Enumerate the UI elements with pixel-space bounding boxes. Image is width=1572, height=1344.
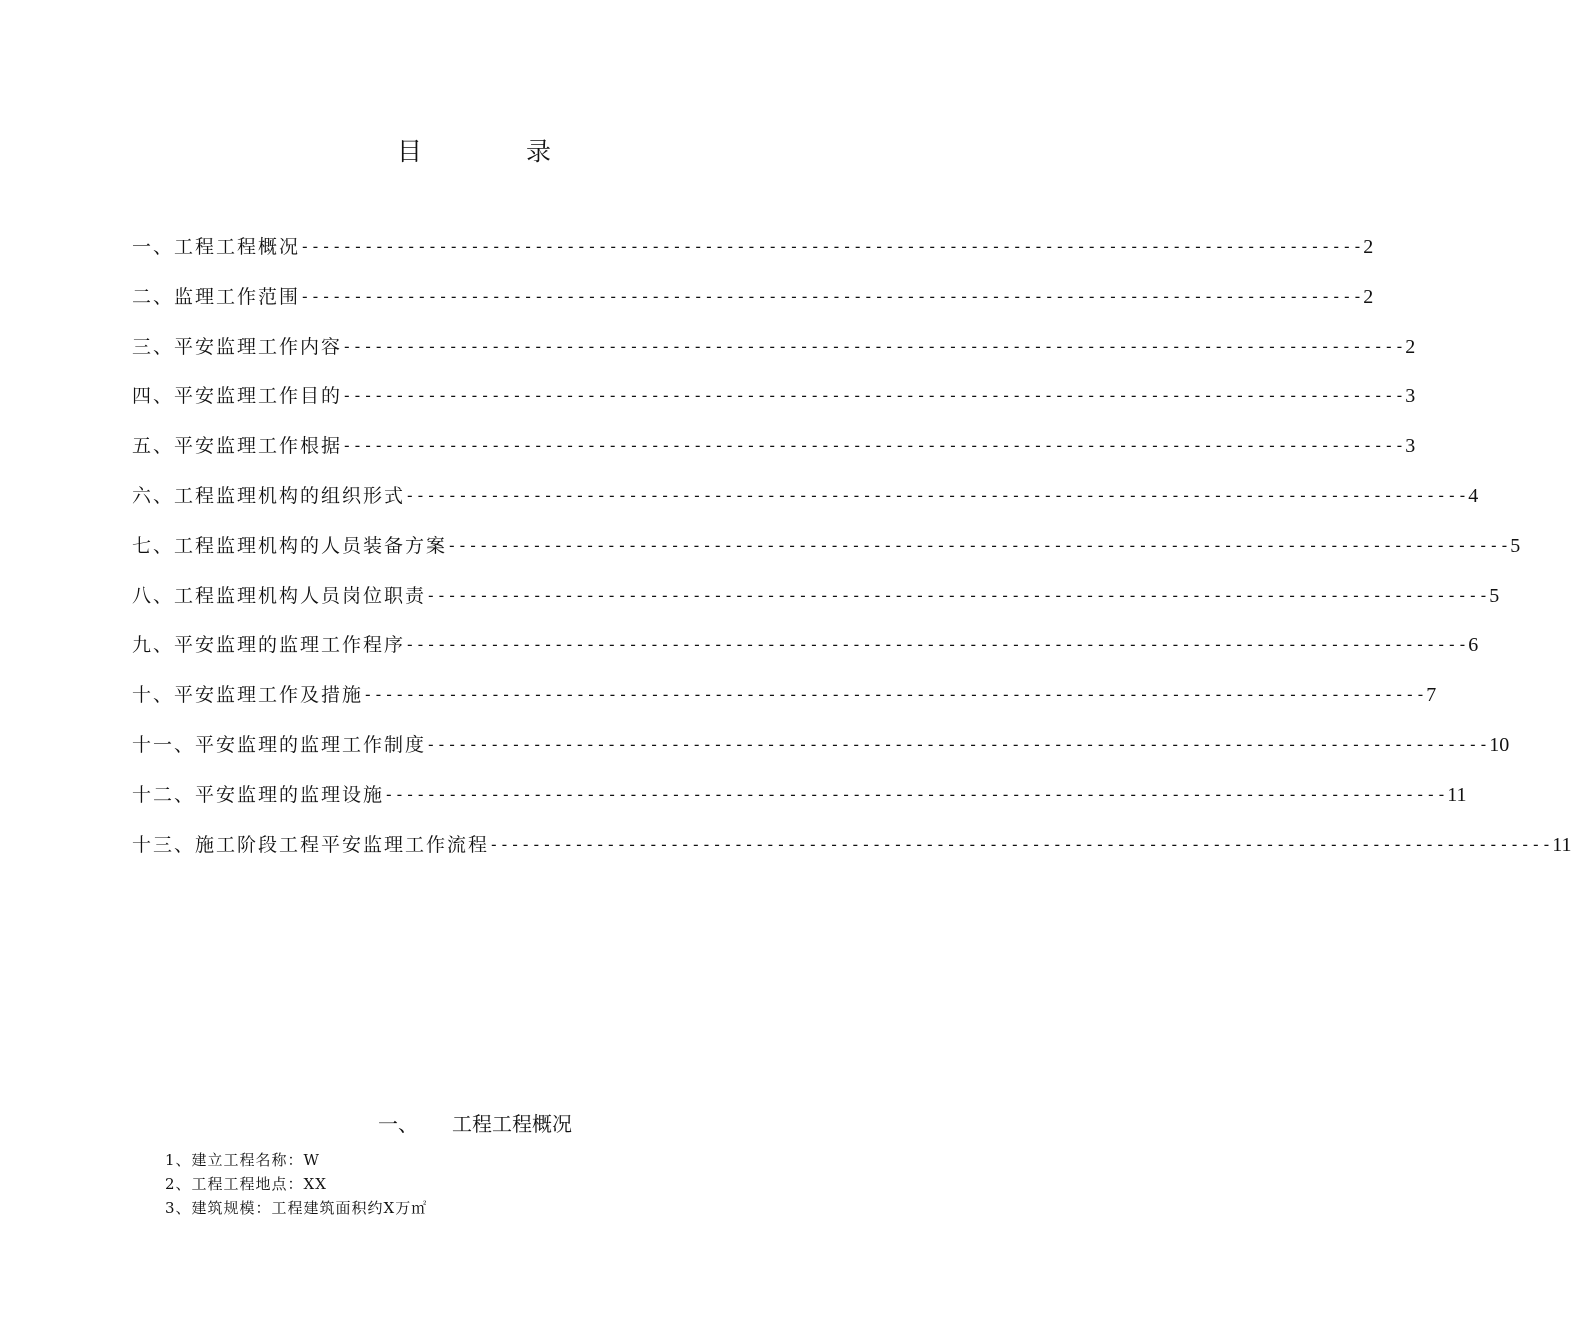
toc-leader-dashes: ---------------------------------------------------------------------------------------------------- [447,535,1511,555]
toc-entry-page: 6 [1468,634,1479,657]
toc-entry-label: 一、工程工程概况 [132,236,301,258]
section-heading [0,1108,950,1137]
toc-entry-label: 四、平安监理工作目的 [132,385,343,408]
toc-entry-label: 九、平安监理的监理工作程序 [132,634,406,657]
overview-item-project-location: 2、工程工程地点：XX [165,1175,327,1193]
toc-entry[interactable] [132,780,1467,830]
section-title: 工程工程概况 [452,1112,572,1136]
toc-entry[interactable] [132,282,1374,332]
toc-leader-dashes: ---------------------------------------------------------------------------------------------------- [342,386,1406,406]
project-overview-list [165,1148,427,1220]
toc-entry[interactable] [132,232,1374,282]
toc-entry-page: 5 [1510,534,1521,557]
toc-leader-dashes: ---------------------------------------------------------------------------------------------------- [405,485,1469,505]
toc-entry-page: 3 [1405,385,1416,408]
toc-entry[interactable] [132,481,1479,531]
toc-leader-dashes: ---------------------------------------------------------------------------------------------------- [342,436,1406,456]
toc-entry-label: 二、监理工作范围 [132,285,301,308]
toc-entry-page: 11 [1552,833,1572,856]
toc-entry-label: 五、平安监理工作根据 [132,435,343,458]
toc-entry[interactable] [132,830,1572,880]
toc-entry-label: 十、平安监理工作及措施 [132,684,364,707]
toc-entry[interactable] [132,730,1510,780]
toc-entry-page: 3 [1405,435,1416,458]
toc-entry-page: 2 [1363,236,1374,258]
toc-leader-dashes: ---------------------------------------------------------------------------------------------------- [426,734,1490,754]
toc-entry[interactable] [132,630,1479,680]
toc-entry-page: 7 [1426,684,1437,707]
toc-title: 目 录 [397,137,599,166]
toc-leader-dashes: ---------------------------------------------------------------------------------------------------- [426,585,1490,605]
toc-entry-label: 八、工程监理机构人员岗位职责 [132,584,427,607]
toc-entry-label: 十三、施工阶段工程平安监理工作流程 [132,833,490,856]
toc-entry-page: 2 [1405,335,1416,358]
toc-entry-page: 2 [1363,285,1374,308]
toc-leader-dashes: ---------------------------------------------------------------------------------------------------- [300,237,1364,256]
toc-entry[interactable] [132,381,1416,431]
table-of-contents [132,232,1572,879]
toc-entry-page: 10 [1489,733,1510,756]
toc-entry-label: 七、工程监理机构的人员装备方案 [132,534,448,557]
toc-leader-dashes: ---------------------------------------------------------------------------------------------------- [384,784,1448,804]
toc-leader-dashes: ---------------------------------------------------------------------------------------------------- [405,635,1469,655]
toc-entry-label: 三、平安监理工作内容 [132,335,343,358]
toc-entry[interactable] [132,581,1500,631]
toc-entry[interactable] [132,680,1437,730]
toc-entry-page: 5 [1489,584,1500,607]
toc-leader-dashes: ---------------------------------------------------------------------------------------------------- [363,685,1427,705]
toc-leader-dashes: ---------------------------------------------------------------------------------------------------- [489,834,1553,854]
overview-item-building-scale: 3、建筑规模：工程建筑面积约X万㎡ [165,1199,428,1217]
overview-item-project-name: 1、建立工程名称：W [165,1151,320,1169]
toc-entry[interactable] [132,531,1521,581]
toc-entry-page: 4 [1468,484,1479,507]
toc-entry[interactable] [132,332,1416,382]
toc-entry-label: 六、工程监理机构的组织形式 [132,484,406,507]
toc-entry-label: 十二、平安监理的监理设施 [132,783,385,806]
section-number: 一、 [378,1112,418,1136]
toc-entry[interactable] [132,431,1416,481]
toc-leader-dashes: ---------------------------------------------------------------------------------------------------- [300,286,1364,306]
toc-leader-dashes: ---------------------------------------------------------------------------------------------------- [342,336,1406,356]
toc-entry-page: 11 [1447,783,1467,806]
toc-entry-label: 十一、平安监理的监理工作制度 [132,733,427,756]
